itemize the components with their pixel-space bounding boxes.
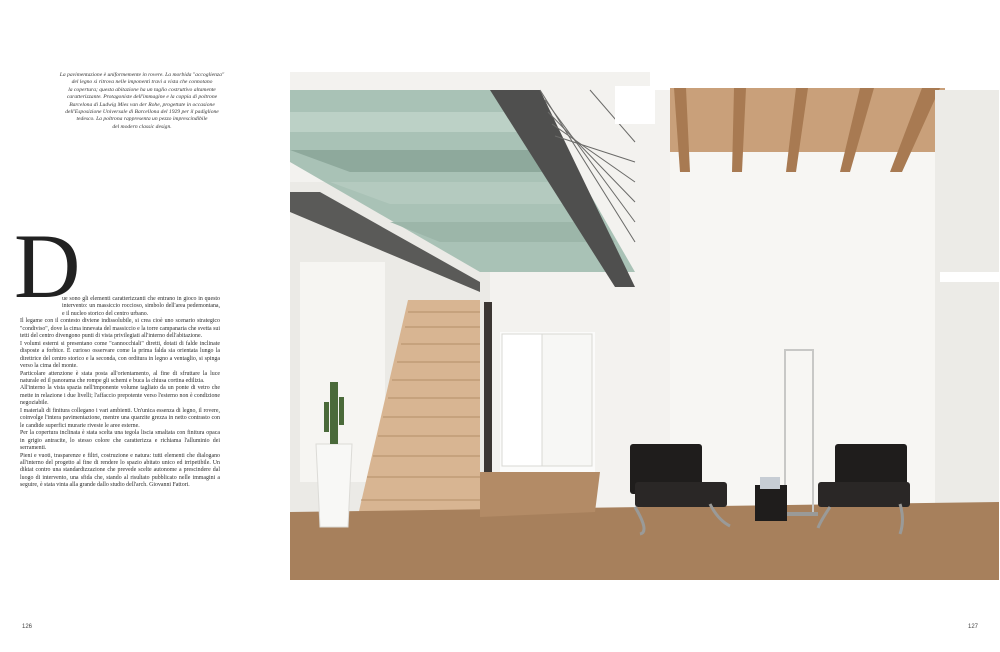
interior-illustration: [290, 72, 999, 580]
paragraph: All'interno la vista spazia nell'imponente volume tagliato da un ponte di vetro che mette in relazione i due livelli; l'affaccio prepotente verso l'esterno non è condizione negoziabile.: [20, 385, 220, 407]
caption-line: la copertura; questa abitazione ha un taglio costruttivo altamente: [68, 86, 216, 93]
article-body: [20, 296, 220, 490]
caption-line: La pavimentazione è uniformemente in rovere. La morbida "accoglienza": [59, 72, 225, 78]
paragraph: ue sono gli elementi caratterizzanti che entrano in gioco in questo intervento: un massiccio roccioso, simbolo dell'area pedemontana, e il nucleo storico del centro urbano.: [62, 296, 220, 317]
interior-photo: [290, 72, 999, 580]
paragraph: I volumi esterni si presentano come "cannocchiali" diretti, dotati di falde inclinate disposte a forbice. È curioso osservare come la prima falda sia orientata lungo la direttrice del centro storico e la seconda, con orditura in legno a ventaglio, si spinga verso la cima del monte.: [20, 340, 220, 370]
caption-line: tedesco. La poltrona rappresenta un pezzo imprescindibile: [76, 116, 208, 123]
photo-caption: [22, 72, 262, 131]
paragraph: Per la copertura inclinata è stata scelta una tegola liscia smaltata con finitura opaca in grigio antracite, lo stesso colore che caratterizza e richiama l'alluminio dei serramenti.: [20, 430, 220, 452]
page-number-right: 127: [967, 624, 978, 630]
page-number-left: 126: [22, 624, 33, 630]
oak-floor: [290, 502, 999, 580]
drop-cap: D: [14, 215, 81, 317]
caption-line: del modern classic design.: [112, 123, 172, 130]
paragraph: I materiali di finitura collegano i vari ambienti. Un'unica essenza di legno, il rovere, coinvolge l'intera pavimentazione, mentre una quarzite grezza in netto contrasto con le candide superfici murarie riveste le aree esterne.: [20, 407, 220, 429]
paragraph: Pieni e vuoti, trasparenze e filtri, costruzione e natura: tutti elementi che dialogano all'interno del progetto al fine di rendere lo spazio abitato unico ed irripetibile. Un diktat contro una standardizzazione che prevede scelte autonome a prescindere dal luogo di intervento, una sfida che, stando al risultato pubblicato nelle immagini a seguire, è stata vinta alla grande dallo studio dell'arch. Giovanni Fattori.: [20, 452, 220, 489]
paragraph: Particolare attenzione è stata posta all'orientamento, al fine di sfruttare la luce naturale ed il panorama che rompe gli schemi e buca la chiusa cortina edilizia.: [20, 370, 220, 384]
caption-line: dell'Esposizione Universale di Barcellona del 1929 per il padiglione: [65, 109, 219, 116]
paragraph: Il legame con il contesto diviene indissolubile, si crea cioè uno scenario strategico "condiviso", dove la cima innevata del massiccio e la torre campanaria che svetta sui tetti del centro divengono punti di vista privilegiati all'interno dell'abitazione.: [20, 318, 220, 340]
caption-line: caratterizzante. Protagoniste dell'immagine e la coppia di poltrone: [66, 94, 218, 101]
caption-line: del legno si ritrova nelle imponenti travi a vista che connotano: [71, 79, 213, 86]
caption-line: Barcelona di Ludwig Mies van der Rohe, progettate in occasione: [69, 101, 215, 108]
